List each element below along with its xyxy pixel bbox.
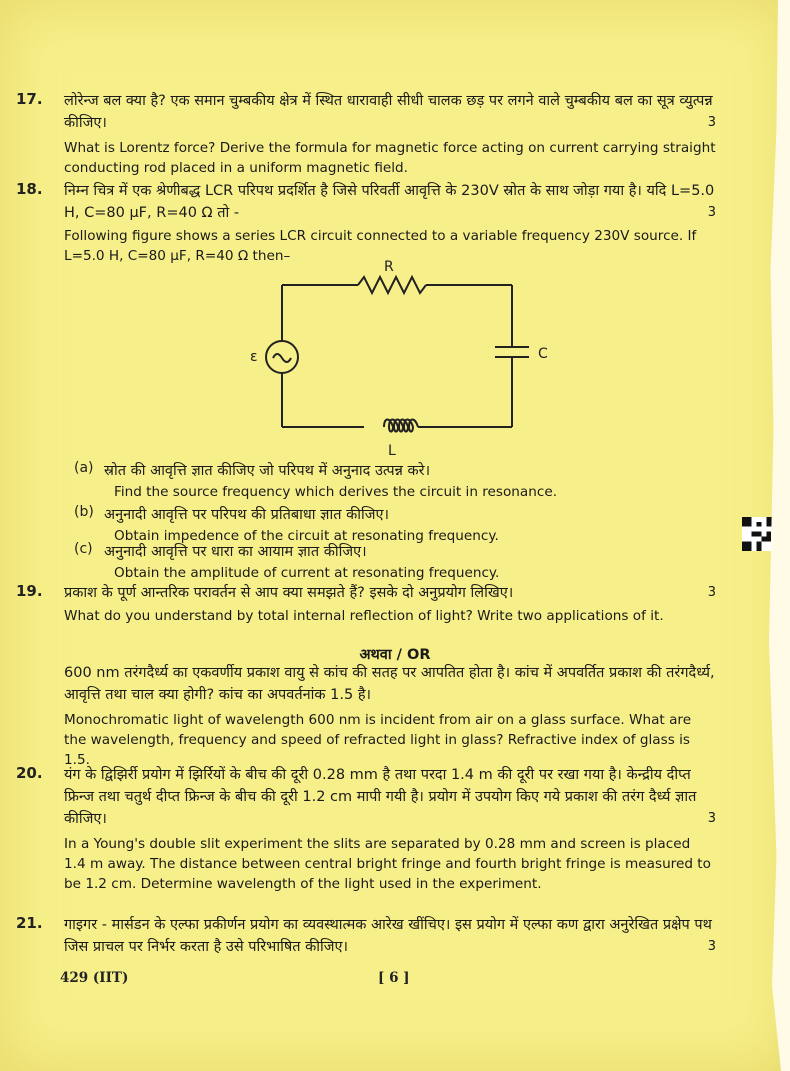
marks: 3	[707, 115, 716, 130]
qr-code-icon	[742, 517, 776, 551]
subquestion-label: (a)	[74, 460, 94, 476]
capacitor-label: C	[538, 346, 548, 362]
question-english-text: In a Young's double slit experiment the slits are separated by 0.28 mm and screen is placed 1.4 m away. The distance between central bright fringe and fourth bright fringe is measured to be 1.2 cm. Determine wavelength of the light used in the experiment.	[64, 836, 711, 892]
question-19-alternative	[64, 662, 716, 770]
subquestion-label: (c)	[74, 541, 93, 557]
question-21	[16, 914, 716, 958]
or-separator: अथवा / OR	[359, 647, 431, 663]
resistor-label: R	[384, 259, 394, 275]
question-number: 17.	[16, 90, 43, 108]
subquestion-hindi-text: अनुनादी आवृत्ति पर परिपथ की प्रतिबाधा ज्ञात कीजिए।	[104, 507, 389, 523]
marks: 3	[707, 205, 716, 220]
inductor-label: L	[388, 443, 396, 459]
question-number: 21.	[16, 914, 43, 932]
subquestion-english-text: Obtain the amplitude of current at resonating frequency.	[114, 565, 500, 581]
question-18	[16, 180, 716, 266]
question-20	[16, 764, 716, 894]
question-number: 18.	[16, 180, 43, 198]
source-label: ε	[250, 349, 258, 365]
alternative-english-text: Monochromatic light of wavelength 600 nm is incident from air on a glass surface. What are the wavelength, frequency and speed of refracted light in glass? Refractive index of glass is 1.5.	[64, 712, 692, 768]
marks: 3	[707, 585, 716, 600]
sine-wave-icon	[273, 354, 291, 362]
subquestion-english-text: Obtain impedence of the circuit at resonating frequency.	[114, 528, 499, 544]
subquestion-hindi-text: स्रोत की आवृत्ति ज्ञात कीजिए जो परिपथ में अनुनाद उत्पन्न करे।	[104, 463, 431, 479]
marks: 3	[707, 811, 716, 826]
question-17	[16, 90, 716, 178]
subquestion-a	[74, 460, 684, 502]
lcr-circuit-diagram	[240, 255, 560, 460]
question-19	[16, 582, 716, 626]
subquestion-english-text: Find the source frequency which derives the circuit in resonance.	[114, 484, 558, 500]
question-english-text: Following figure shows a series LCR circuit connected to a variable frequency 230V source. If L=5.0 H, C=80 μF, R=40 Ω then–	[64, 228, 697, 264]
question-hindi-text: निम्न चित्र में एक श्रेणीबद्ध LCR परिपथ प्रदर्शित है जिसे परिवर्ती आवृत्ति के 230V स्रोत के साथ जोड़ा गया है। यदि L=5.0 H, C=80 μF, R=40 Ω तो - 3	[64, 180, 716, 224]
subquestion-c	[74, 541, 684, 583]
alternative-hindi-text: 600 nm तरंगदैर्ध्य का एकवर्णीय प्रकाश वायु से कांच की सतह पर आपतित होता है। कांच में अपवर्तित प्रकाश की तरंगदैर्ध्य, आवृत्ति तथा चाल क्या होगी? कांच का अपवर्तनांक 1.5 है।	[64, 665, 715, 703]
question-english-text: What do you understand by total internal reflection of light? Write two applications of it.	[64, 608, 664, 624]
question-number: 19.	[16, 582, 43, 600]
question-number: 20.	[16, 764, 43, 782]
subquestion-b	[74, 504, 684, 546]
question-hindi-text: प्रकाश के पूर्ण आन्तरिक परावर्तन से आप क्या समझते हैं? इसके दो अनुप्रयोग लिखिए। 3	[64, 582, 716, 604]
question-hindi-text: लोरेन्ज बल क्या है? एक समान चुम्बकीय क्षेत्र में स्थित धारावाही सीधी चालक छड़ पर लगने वाले चुम्बकीय बल का सूत्र व्युत्पन्न कीजिए। 3	[64, 90, 716, 134]
question-hindi-text: गाइगर - मार्सडन के एल्फा प्रकीर्णन प्रयोग का व्यवस्थात्मक आरेख खींचिए। इस प्रयोग में एल्फा कण द्वारा अनुरेखित प्रक्षेप पथ जिस प्राचल पर निर्भर करता है उसे परिभाषित कीजिए। 3	[64, 914, 716, 958]
subquestion-hindi-text: अनुनादी आवृत्ति पर धारा का आयाम ज्ञात कीजिए।	[104, 544, 367, 560]
page-number: [ 6 ]	[378, 970, 410, 986]
paper-code: 429 (IIT)	[60, 970, 129, 986]
marks: 3	[707, 939, 716, 954]
inductor-symbol	[384, 420, 418, 432]
resistor-symbol	[358, 277, 426, 293]
subquestion-label: (b)	[74, 504, 94, 520]
question-english-text: What is Lorentz force? Derive the formula for magnetic force acting on current carrying straight conducting rod placed in a uniform magnetic field.	[64, 140, 716, 176]
question-hindi-text: यंग के द्विझिर्री प्रयोग में झिर्रियों के बीच की दूरी 0.28 mm है तथा परदा 1.4 m की दूरी पर रखा गया है। केन्द्रीय दीप्त फ्रिन्ज तथा चतुर्थ दीप्त फ्रिन्ज के बीच की दूरी 1.2 cm मापी गयी है। प्रयोग में उपयोग किए गये प्रकाश की तरंग दैर्ध्य ज्ञात कीजिए। 3	[64, 764, 716, 830]
